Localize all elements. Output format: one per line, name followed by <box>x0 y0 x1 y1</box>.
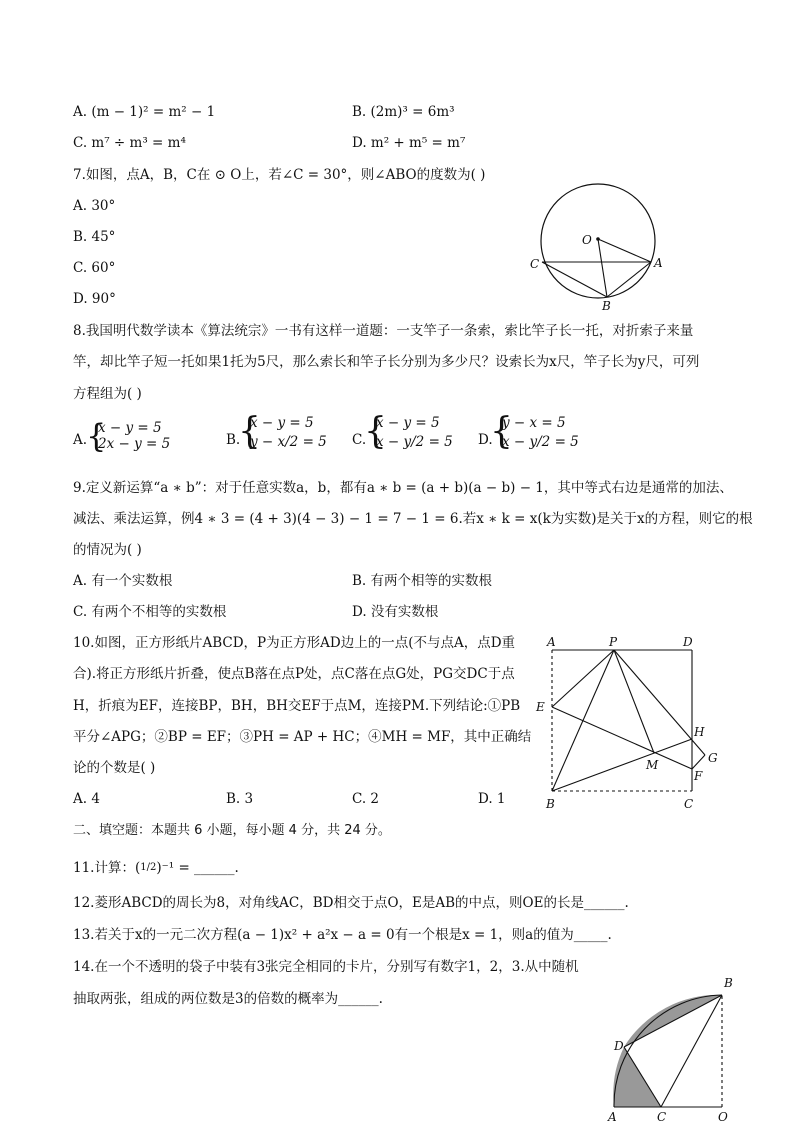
q8-option-a-row-1: x − y = 5 <box>98 420 162 436</box>
q8-line-3: 方程组为( ) <box>73 386 142 402</box>
q14-line-2: 抽取两张，组成的两位数是3的倍数的概率为______. <box>73 991 383 1007</box>
q7-segment-ab <box>607 262 651 297</box>
q10-square-figure <box>530 632 730 814</box>
q9-line-2: 减法、乘法运算，例4 ∗ 3 = (4 + 3)(4 − 3) − 1 = 7 − 1 = 6.若x ∗ k = x(k为实数)是关于x的方程，则它的根 <box>73 511 753 527</box>
q7-label-b: B <box>602 299 611 313</box>
q14-sector-figure <box>600 972 750 1123</box>
q14-shaded-region-adc <box>613 1047 661 1107</box>
q10-line-4: 平分∠APG；②BP = EF；③PH = AP + HC；④MH = MF，其中正确结 <box>73 729 532 745</box>
q10-label-p: P <box>609 635 618 649</box>
q7-label-o: O <box>582 233 592 247</box>
q14-label-a: A <box>608 1110 617 1123</box>
q8-option-a-label: A. <box>73 432 88 448</box>
q9-option-b: B. 有两个相等的实数根 <box>352 573 493 589</box>
q8-line-1: 8.我国明代数学读本《算法统宗》一书有这样一道题：一支竿子一条索，索比竿子长一托，对折索子来量 <box>73 323 694 339</box>
q7-option-b: B. 45° <box>73 229 116 245</box>
q8-option-d-row-2: x − y/2 = 5 <box>502 434 579 450</box>
q8-option-b-row-2: y − x/2 = 5 <box>250 434 327 450</box>
q11-prefix: 11.计算：( <box>73 860 141 876</box>
q8-option-d-brace: { <box>490 411 513 452</box>
q8-option-c-row-2: x − y/2 = 5 <box>376 434 453 450</box>
q14-label-b: B <box>724 976 733 990</box>
q14-label-d: D <box>614 1039 624 1053</box>
q9-line-1: 9.定义新运算“a ∗ b”：对于任意实数a，b，都有a ∗ b = (a + b)(a − b) − 1，其中等式右边是通常的加法、 <box>73 480 733 496</box>
q10-label-m: M <box>646 758 659 772</box>
q7-circle-figure <box>520 180 680 315</box>
q7-option-d: D. 90° <box>73 291 116 307</box>
q7-option-c: C. 60° <box>73 260 116 276</box>
q8-option-d-system <box>490 411 590 452</box>
q7-label-a: A <box>654 256 663 270</box>
q9-option-c: C. 有两个不相等的实数根 <box>73 604 227 620</box>
q9-line-3: 的情况为( ) <box>73 542 142 558</box>
q8-line-2: 竿，却比竿子短一托如果1托为5尺，那么索长和竿子长分别为多少尺？设索长为x尺，竿子长为y尺，可列 <box>73 354 700 370</box>
q7-label-c: C <box>530 257 540 271</box>
q8-option-a-brace: { <box>86 417 107 455</box>
q7-stem: 7.如图，点A，B，C在 ⊙ O上，若∠C = 30°，则∠ABO的度数为( ) <box>73 167 486 183</box>
q11-suffix: )⁻¹ = ______. <box>156 860 239 876</box>
q10-label-f: F <box>694 769 703 783</box>
q14-label-c: C <box>657 1110 667 1123</box>
q11-fraction: 1/2 <box>140 862 157 873</box>
q10-label-b: B <box>546 797 555 811</box>
q8-option-c-row-1: x − y = 5 <box>376 415 440 431</box>
q6-option-b: B. (2m)³ = 6m³ <box>352 104 455 120</box>
q10-segment-ep <box>552 650 614 707</box>
q8-option-a-row-2: 2x − y = 5 <box>98 436 171 452</box>
q10-label-h: H <box>694 725 705 739</box>
q10-label-g: G <box>708 751 718 765</box>
q6-option-d: D. m² + m⁵ = m⁷ <box>352 135 466 151</box>
q9-option-d: D. 没有实数根 <box>352 604 439 620</box>
q8-option-b-system <box>238 411 338 452</box>
q13-line: 13.若关于x的一元二次方程(a − 1)x² + a²x − a = 0有一个根是x = 1，则a的值为_____. <box>73 927 612 943</box>
q8-option-d-label: D. <box>478 432 493 448</box>
q6-option-a: A. (m − 1)² = m² − 1 <box>73 104 216 120</box>
q6-option-c: C. m⁷ ÷ m³ = m⁴ <box>73 135 186 151</box>
q7-center-dot <box>596 237 600 241</box>
q11-line <box>73 859 239 879</box>
q10-label-e: E <box>536 700 545 714</box>
q7-option-a: A. 30° <box>73 198 116 214</box>
q10-label-a: A <box>547 635 556 649</box>
q14-line-1: 14.在一个不透明的袋子中装有3张完全相同的卡片，分别写有数字1，2，3.从中随机 <box>73 959 579 975</box>
q8-option-c-brace: { <box>364 411 387 452</box>
q8-option-a-system <box>86 417 186 455</box>
q10-line-1: 10.如图，正方形纸片ABCD，P为正方形AD边上的一点(不与点A，点D重 <box>73 635 516 651</box>
section-2-header: 二、填空题：本题共 6 小题，每小题 4 分，共 24 分。 <box>73 823 391 838</box>
q7-segment-cb <box>542 262 607 297</box>
q10-line-5: 论的个数是( ) <box>73 760 156 776</box>
q10-option-a: A. 4 <box>73 791 100 807</box>
q8-option-b-label: B. <box>226 432 241 448</box>
q8-option-b-brace: { <box>238 411 261 452</box>
q10-line-3: H，折痕为EF，连接BP，BH，BH交EF于点M，连接PM.下列结论:①PB <box>73 698 521 714</box>
q10-line-2: 合).将正方形纸片折叠，使点B落在点P处，点C落在点G处，PG交DC于点 <box>73 666 515 682</box>
q14-label-o: O <box>718 1110 728 1123</box>
q7-segment-ob <box>598 239 607 297</box>
q8-option-c-label: C. <box>352 432 367 448</box>
q9-option-a: A. 有一个实数根 <box>73 573 173 589</box>
q8-option-b-row-1: x − y = 5 <box>250 415 314 431</box>
q12-line: 12.菱形ABCD的周长为8，对角线AC，BD相交于点O，E是AB的中点，则OE的长是______. <box>73 895 629 911</box>
q8-option-d-row-1: y − x = 5 <box>502 415 566 431</box>
q10-option-b: B. 3 <box>226 791 254 807</box>
q10-option-c: C. 2 <box>352 791 380 807</box>
q8-option-c-system <box>364 411 464 452</box>
q10-label-d: D <box>683 635 693 649</box>
q7-segment-oa <box>598 239 651 262</box>
q10-segment-gf <box>692 755 705 769</box>
q10-label-c: C <box>684 797 694 811</box>
q10-segment-bh <box>552 739 692 791</box>
q10-option-d: D. 1 <box>478 791 506 807</box>
